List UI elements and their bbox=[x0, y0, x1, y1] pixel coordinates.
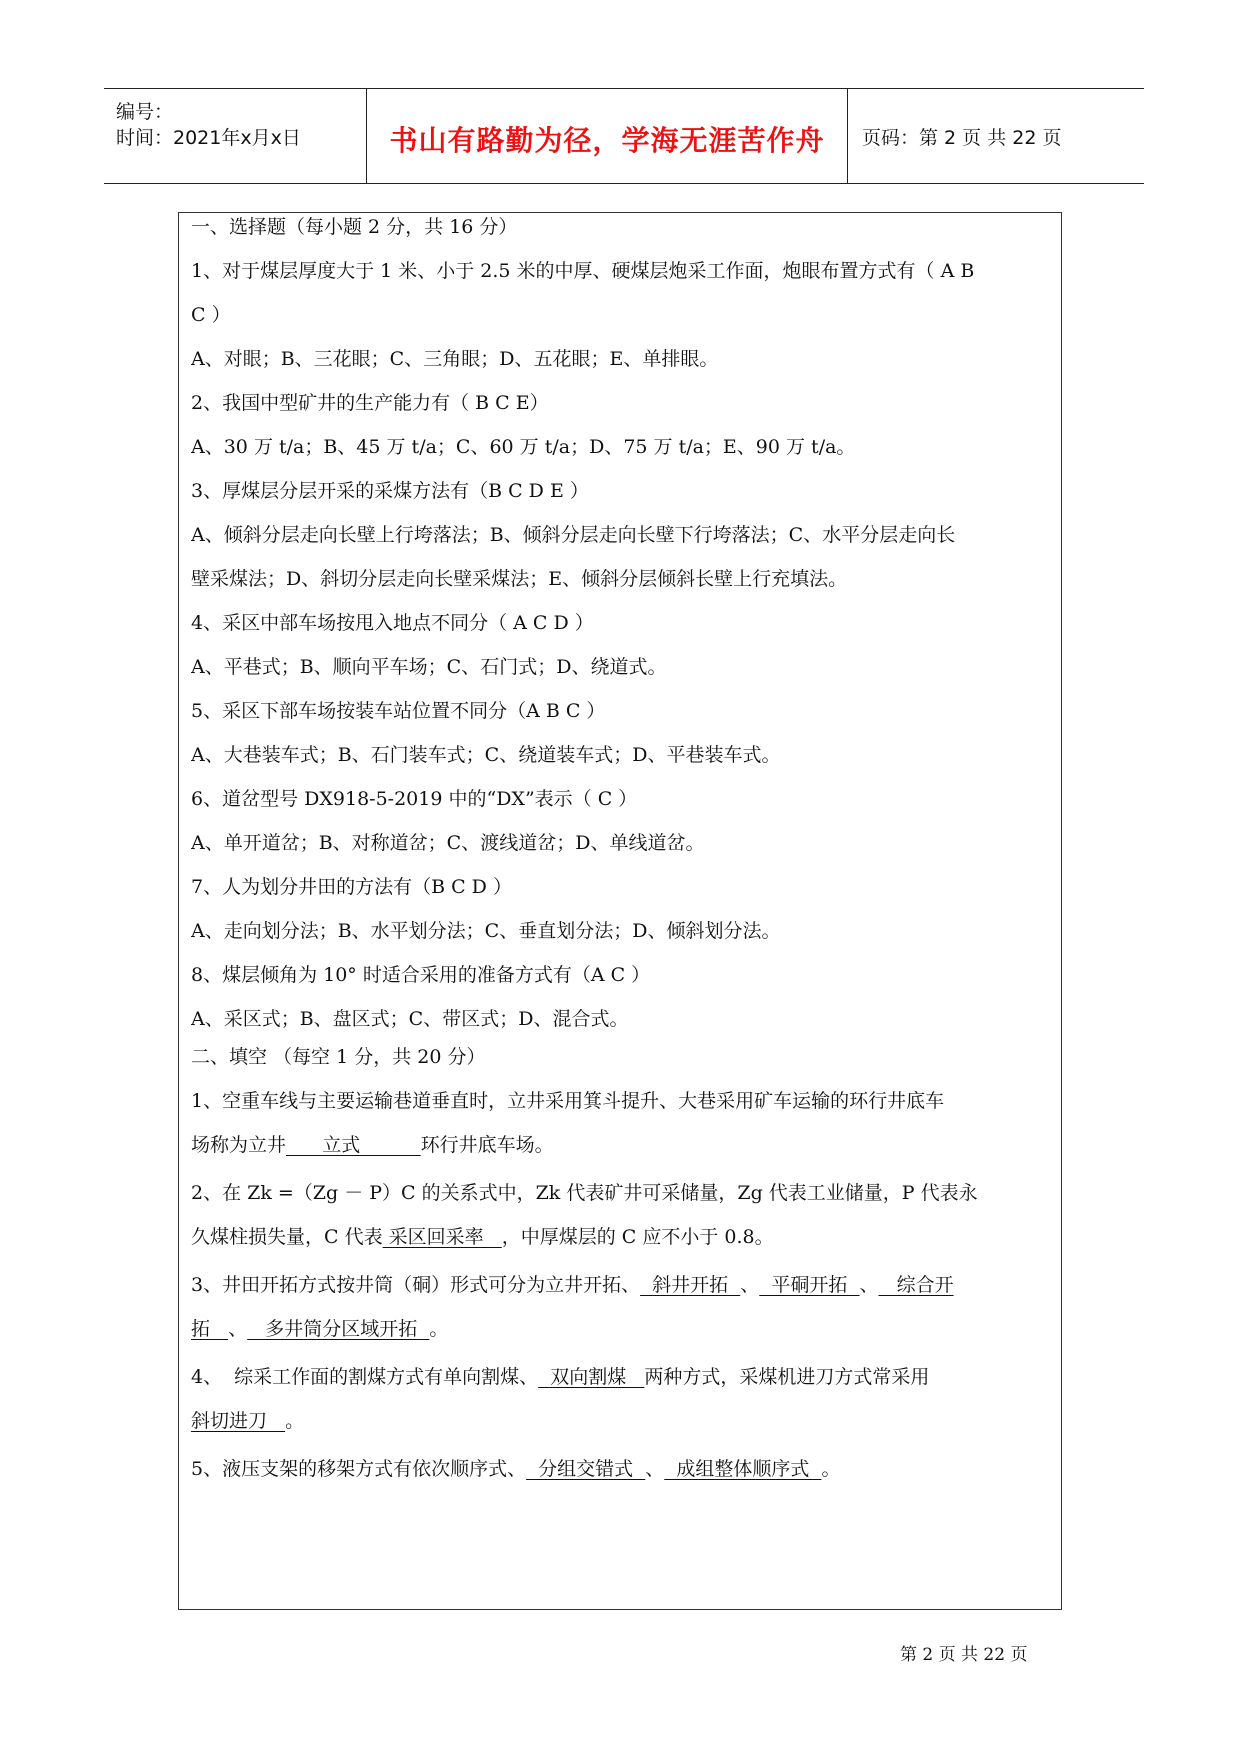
motto-text: 书山有路勤为径，学海无涯苦作舟 bbox=[389, 124, 825, 157]
fill-q4-line2 bbox=[191, 1407, 1053, 1435]
fill-q5-answer2: 成组整体顺序式 bbox=[664, 1458, 822, 1480]
q4-stem: 4、采区中部车场按甩入地点不同分（ A C D ） bbox=[191, 612, 594, 634]
section2-title: 二、填空 （每空 1 分，共 20 分） bbox=[191, 1046, 486, 1068]
q1-stem-line1: 1、对于煤层厚度大于 1 米、小于 2.5 米的中厚、硬煤层炮采工作面，炮眼布置方式有（ A B bbox=[191, 260, 975, 282]
q2-options: A、30 万 t/a；B、45 万 t/a；C、60 万 t/a；D、75 万 t/a；E、90 万 t/a。 bbox=[191, 436, 856, 458]
fill-q2-line2 bbox=[191, 1223, 1053, 1251]
fill-q5-answer1: 分组交错式 bbox=[526, 1458, 646, 1480]
fill-q1-pre: 场称为立井 bbox=[191, 1134, 287, 1156]
fill-q4-answer1: 双向割煤 bbox=[538, 1366, 645, 1388]
q7-options: A、走向划分法；B、水平划分法；C、垂直划分法；D、倾斜划分法。 bbox=[191, 920, 781, 942]
q3-stem: 3、厚煤层分层开采的采煤方法有（B C D E ） bbox=[191, 480, 589, 502]
q3-options-line1: A、倾斜分层走向长壁上行垮落法；B、倾斜分层走向长壁下行垮落法；C、水平分层走向长 bbox=[191, 524, 956, 546]
fill-q3-sep2: 、 bbox=[859, 1274, 879, 1296]
fill-q3-answer4: 多井筒分区域开拓 bbox=[247, 1318, 430, 1340]
fill-q4-answer2: 斜切进刀 bbox=[191, 1410, 286, 1432]
fill-q4-line1 bbox=[191, 1363, 1053, 1391]
fill-q1-post: 环行井底车场。 bbox=[420, 1134, 554, 1156]
fill-q5-end: 。 bbox=[821, 1458, 841, 1480]
fill-q3-answer2: 平硐开拓 bbox=[759, 1274, 860, 1296]
q4-options: A、平巷式；B、顺向平车场；C、石门式；D、绕道式。 bbox=[191, 656, 667, 678]
section1-title: 一、选择题（每小题 2 分，共 16 分） bbox=[191, 216, 518, 238]
fill-q2-answer: 采区回采率 bbox=[382, 1226, 502, 1248]
q2-stem: 2、我国中型矿井的生产能力有（ B C E） bbox=[191, 392, 549, 414]
fill-q1-line1: 1、空重车线与主要运输巷道垂直时，立井采用箕斗提升、大巷采用矿车运输的环行井底车 bbox=[191, 1090, 945, 1112]
q5-options: A、大巷装车式；B、石门装车式；C、绕道装车式；D、平巷装车式。 bbox=[191, 744, 781, 766]
fill-q4-post: 两种方式，采煤机进刀方式常采用 bbox=[644, 1366, 930, 1388]
serial-number-label: 编号： bbox=[116, 101, 174, 123]
header-middle-cell bbox=[367, 89, 848, 183]
fill-q5-pre: 5、液压支架的移架方式有依次顺序式、 bbox=[191, 1458, 527, 1480]
fill-q3-line2 bbox=[191, 1315, 1053, 1343]
fill-q3-end: 。 bbox=[429, 1318, 449, 1340]
header-left-cell bbox=[104, 89, 367, 183]
q6-options: A、单开道岔；B、对称道岔；C、渡线道岔；D、单线道岔。 bbox=[191, 832, 705, 854]
q1-stem-line2: C ） bbox=[191, 304, 231, 326]
q3-options-line2: 壁采煤法；D、斜切分层走向长壁采煤法；E、倾斜分层倾斜长壁上行充填法。 bbox=[191, 568, 848, 590]
q6-stem: 6、道岔型号 DX918-5-2019 中的“DX”表示（ C ） bbox=[191, 788, 638, 810]
fill-q3-answer1: 斜井开拓 bbox=[640, 1274, 741, 1296]
page-footer: 第 2 页 共 22 页 bbox=[900, 1645, 1028, 1665]
fill-q3-line1 bbox=[191, 1271, 1053, 1299]
q8-options: A、采区式；B、盘区式；C、带区式；D、混合式。 bbox=[191, 1008, 629, 1030]
header-right-cell bbox=[848, 89, 1144, 183]
fill-q3-answer3a: 综合开 bbox=[878, 1274, 954, 1296]
q1-options: A、对眼；B、三花眼；C、三角眼；D、五花眼；E、单排眼。 bbox=[191, 348, 719, 370]
fill-q2-line1: 2、在 Zk =（Zg － P）C 的关系式中，Zk 代表矿井可采储量，Zg 代表工业储量，P 代表永 bbox=[191, 1182, 978, 1204]
document-header bbox=[104, 88, 1144, 184]
fill-q1-line2 bbox=[191, 1131, 1053, 1159]
fill-q4-end: 。 bbox=[285, 1410, 305, 1432]
page-info: 页码：第 2 页 共 22 页 bbox=[862, 127, 1062, 149]
fill-q2-pre: 久煤柱损失量，C 代表 bbox=[191, 1226, 383, 1248]
fill-q3-sep3: 、 bbox=[228, 1318, 248, 1340]
fill-q2-post: ，中厚煤层的 C 应不小于 0.8。 bbox=[501, 1226, 774, 1248]
fill-q3-sep1: 、 bbox=[740, 1274, 760, 1296]
q7-stem: 7、人为划分井田的方法有（B C D ） bbox=[191, 876, 512, 898]
date-line: 时间：2021年x月x日 bbox=[116, 127, 301, 149]
fill-q3-pre: 3、井田开拓方式按井筒（硐）形式可分为立井开拓、 bbox=[191, 1274, 641, 1296]
q5-stem: 5、采区下部车场按装车站位置不同分（A B C ） bbox=[191, 700, 606, 722]
fill-q5-sep: 、 bbox=[645, 1458, 665, 1480]
q8-stem: 8、煤层倾角为 10° 时适合采用的准备方式有（A C ） bbox=[191, 964, 651, 986]
fill-q1-answer: 立式 bbox=[286, 1134, 421, 1156]
fill-q3-answer3b: 拓 bbox=[191, 1318, 229, 1340]
fill-q4-pre: 4、 综采工作面的割煤方式有单向割煤、 bbox=[191, 1366, 539, 1388]
question-box bbox=[178, 212, 1062, 1610]
fill-q5-line bbox=[191, 1455, 1053, 1483]
